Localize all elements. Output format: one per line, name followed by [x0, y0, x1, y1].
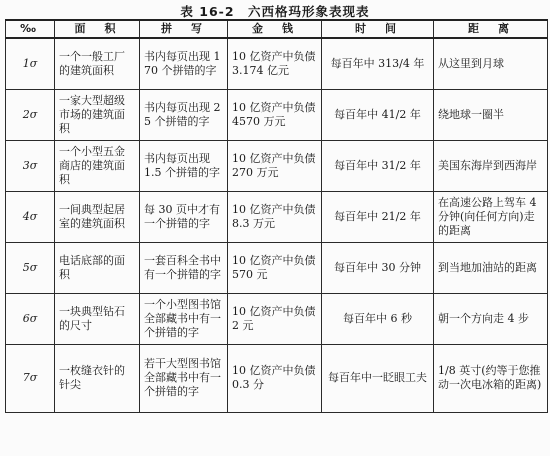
- cell-time: 每百年中 21/2 年: [322, 191, 434, 242]
- cell-spelling: 若干大型图书馆全部藏书中有一个拼错的字: [140, 344, 228, 412]
- table-caption: 表 16-2 六西格玛形象表现表: [180, 4, 370, 19]
- header-money: 金 钱: [228, 20, 322, 38]
- cell-money: 10 亿资产中负债 3.174 亿元: [228, 38, 322, 89]
- cell-money: 10 亿资产中负债 0.3 分: [228, 344, 322, 412]
- cell-time: 每百年中 31/2 年: [322, 140, 434, 191]
- cell-distance: 从这里到月球: [434, 38, 548, 89]
- cell-spelling: 书内每页出现 170 个拼错的字: [140, 38, 228, 89]
- table-row: [6, 38, 548, 89]
- cell-distance: 1/8 英寸(约等于您推动一次电冰箱的距离): [434, 344, 548, 412]
- header-row: [6, 20, 548, 38]
- table-header: [6, 20, 548, 38]
- cell-money: 10 亿资产中负债 4570 万元: [228, 89, 322, 140]
- cell-area: 一块典型钻石的尺寸: [55, 293, 140, 344]
- cell-area: 一间典型起居室的建筑面积: [55, 191, 140, 242]
- cell-area: 一家大型超级市场的建筑面积: [55, 89, 140, 140]
- header-sigma: ‰: [6, 20, 55, 38]
- cell-distance: 美国东海岸到西海岸: [434, 140, 548, 191]
- cell-area: 一个小型五金商店的建筑面积: [55, 140, 140, 191]
- cell-sigma: 7σ: [6, 344, 55, 412]
- cell-distance: 到当地加油站的距离: [434, 242, 548, 293]
- cell-time: 每百年中 30 分钟: [322, 242, 434, 293]
- cell-spelling: 一个小型图书馆全部藏书中有一个拼错的字: [140, 293, 228, 344]
- cell-money: 10 亿资产中负债 270 万元: [228, 140, 322, 191]
- cell-area: 一个一般工厂的建筑面积: [55, 38, 140, 89]
- cell-sigma: 5σ: [6, 242, 55, 293]
- cell-distance: 朝一个方向走 4 步: [434, 293, 548, 344]
- cell-time: 每百年中 313/4 年: [322, 38, 434, 89]
- table-row: [6, 344, 548, 412]
- six-sigma-table: [5, 19, 548, 413]
- cell-area: 电话底部的面积: [55, 242, 140, 293]
- table-row: [6, 293, 548, 344]
- cell-sigma: 6σ: [6, 293, 55, 344]
- cell-spelling: 一套百科全书中有一个拼错的字: [140, 242, 228, 293]
- cell-sigma: 3σ: [6, 140, 55, 191]
- cell-time: 每百年中 41/2 年: [322, 89, 434, 140]
- table-row: [6, 140, 548, 191]
- cell-spelling: 书内每页出现 1.5 个拼错的字: [140, 140, 228, 191]
- cell-money: 10 亿资产中负债 2 元: [228, 293, 322, 344]
- table-body: [6, 38, 548, 412]
- table-row: [6, 191, 548, 242]
- header-spelling: 拼 写: [140, 20, 228, 38]
- table-row: [6, 242, 548, 293]
- header-time: 时 间: [322, 20, 434, 38]
- cell-sigma: 4σ: [6, 191, 55, 242]
- header-area: 面 积: [55, 20, 140, 38]
- cell-time: 每百年中一眨眼工夫: [322, 344, 434, 412]
- cell-sigma: 2σ: [6, 89, 55, 140]
- cell-spelling: 每 30 页中才有一个拼错的字: [140, 191, 228, 242]
- cell-money: 10 亿资产中负债 570 元: [228, 242, 322, 293]
- cell-distance: 在高速公路上驾车 4 分钟(向任何方向)走的距离: [434, 191, 548, 242]
- cell-sigma: 1σ: [6, 38, 55, 89]
- cell-time: 每百年中 6 秒: [322, 293, 434, 344]
- header-distance: 距 离: [434, 20, 548, 38]
- table-row: [6, 89, 548, 140]
- cell-area: 一枚缝衣针的针尖: [55, 344, 140, 412]
- cell-spelling: 书内每页出现 25 个拼错的字: [140, 89, 228, 140]
- cell-distance: 绕地球一圈半: [434, 89, 548, 140]
- cell-money: 10 亿资产中负债 8.3 万元: [228, 191, 322, 242]
